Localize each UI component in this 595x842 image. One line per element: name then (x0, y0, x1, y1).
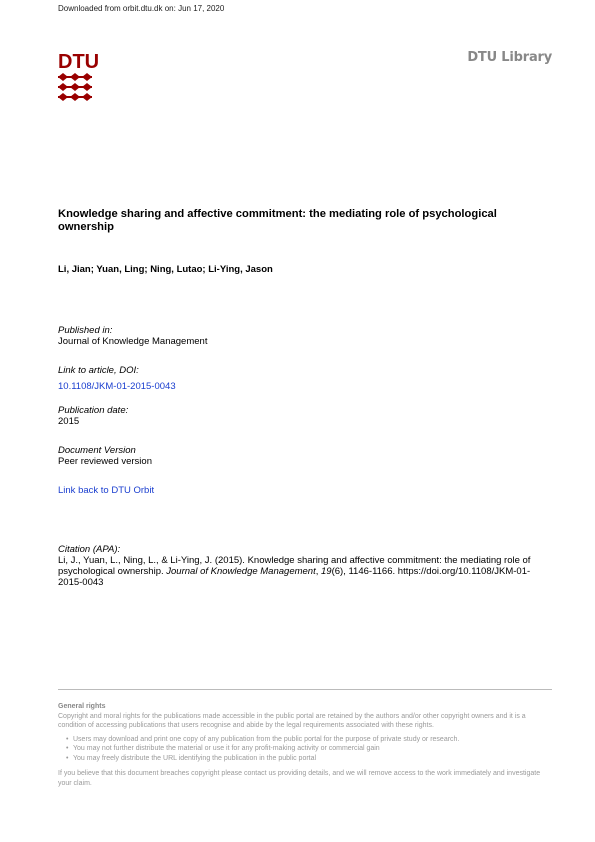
dtu-logo-text: DTU (58, 51, 100, 73)
library-label: DTU Library (467, 50, 552, 65)
rights-bullet: • Users may download and print one copy of any publication from the public portal for the purpose of private study or research. (73, 735, 552, 745)
rights-list (58, 735, 552, 764)
citation-volume: 19 (321, 566, 332, 577)
dtu-logo-mark-icon (58, 72, 92, 102)
orbit-link[interactable]: Link back to DTU Orbit (58, 485, 155, 496)
citation-label: Citation (APA): (58, 544, 121, 555)
pubdate-value: 2015 (58, 416, 80, 427)
download-note: Downloaded from orbit.dtu.dk on: Jun 17, 2020 (58, 4, 225, 13)
general-rights (58, 702, 552, 788)
pubdate-label: Publication date: (58, 405, 129, 416)
rights-bullet: • You may freely distribute the URL identifying the publication in the public portal (73, 754, 552, 764)
citation (58, 544, 553, 588)
authors: Li, Jian; Yuan, Ling; Ning, Lutao; Li-Ying, Jason (58, 264, 273, 275)
pubdate-block (58, 405, 128, 427)
rights-bullet: • You may not further distribute the material or use it for any profit-making activity or commercial gain (73, 744, 552, 754)
rights-para2: If you believe that this document breaches copyright please contact us providing details, and we will remove access to the work immediately and investigate your claim. (58, 770, 541, 787)
published-block (58, 325, 207, 347)
rights-heading: General rights (58, 703, 106, 710)
dtu-logo (58, 51, 100, 107)
divider (58, 689, 552, 690)
citation-text (58, 555, 553, 588)
version-value: Peer reviewed version (58, 456, 152, 467)
version-label: Document Version (58, 445, 136, 456)
doi-label: Link to article, DOI: (58, 365, 139, 376)
citation-journal: Journal of Knowledge Management (166, 566, 316, 577)
rights-para1: Copyright and moral rights for the publications made accessible in the public portal are retained by the authors and/or other copyright owners and it is a condition of accessing publications that users recognise and abide by the legal requirements associated with these rights. (58, 712, 526, 729)
published-label: Published in: (58, 325, 113, 336)
page-title: Knowledge sharing and affective commitment: the mediating role of psychological ownership (58, 208, 497, 233)
version-block (58, 445, 152, 467)
doi-link[interactable]: 10.1108/JKM-01-2015-0043 (58, 381, 176, 392)
citation-sep: , (315, 566, 322, 577)
citation-part1: Li, J., Yuan, L., Ning, L., & Li-Ying, J. (2015). Knowledge sharing and affective commitment: the mediating role of psychological ownership. (58, 555, 531, 577)
doi-block (58, 365, 176, 394)
citation-part2: (6), 1146-1166. https://doi.org/10.1108/JKM-01-2015-0043 (58, 566, 531, 588)
published-value: Journal of Knowledge Management (58, 336, 208, 347)
